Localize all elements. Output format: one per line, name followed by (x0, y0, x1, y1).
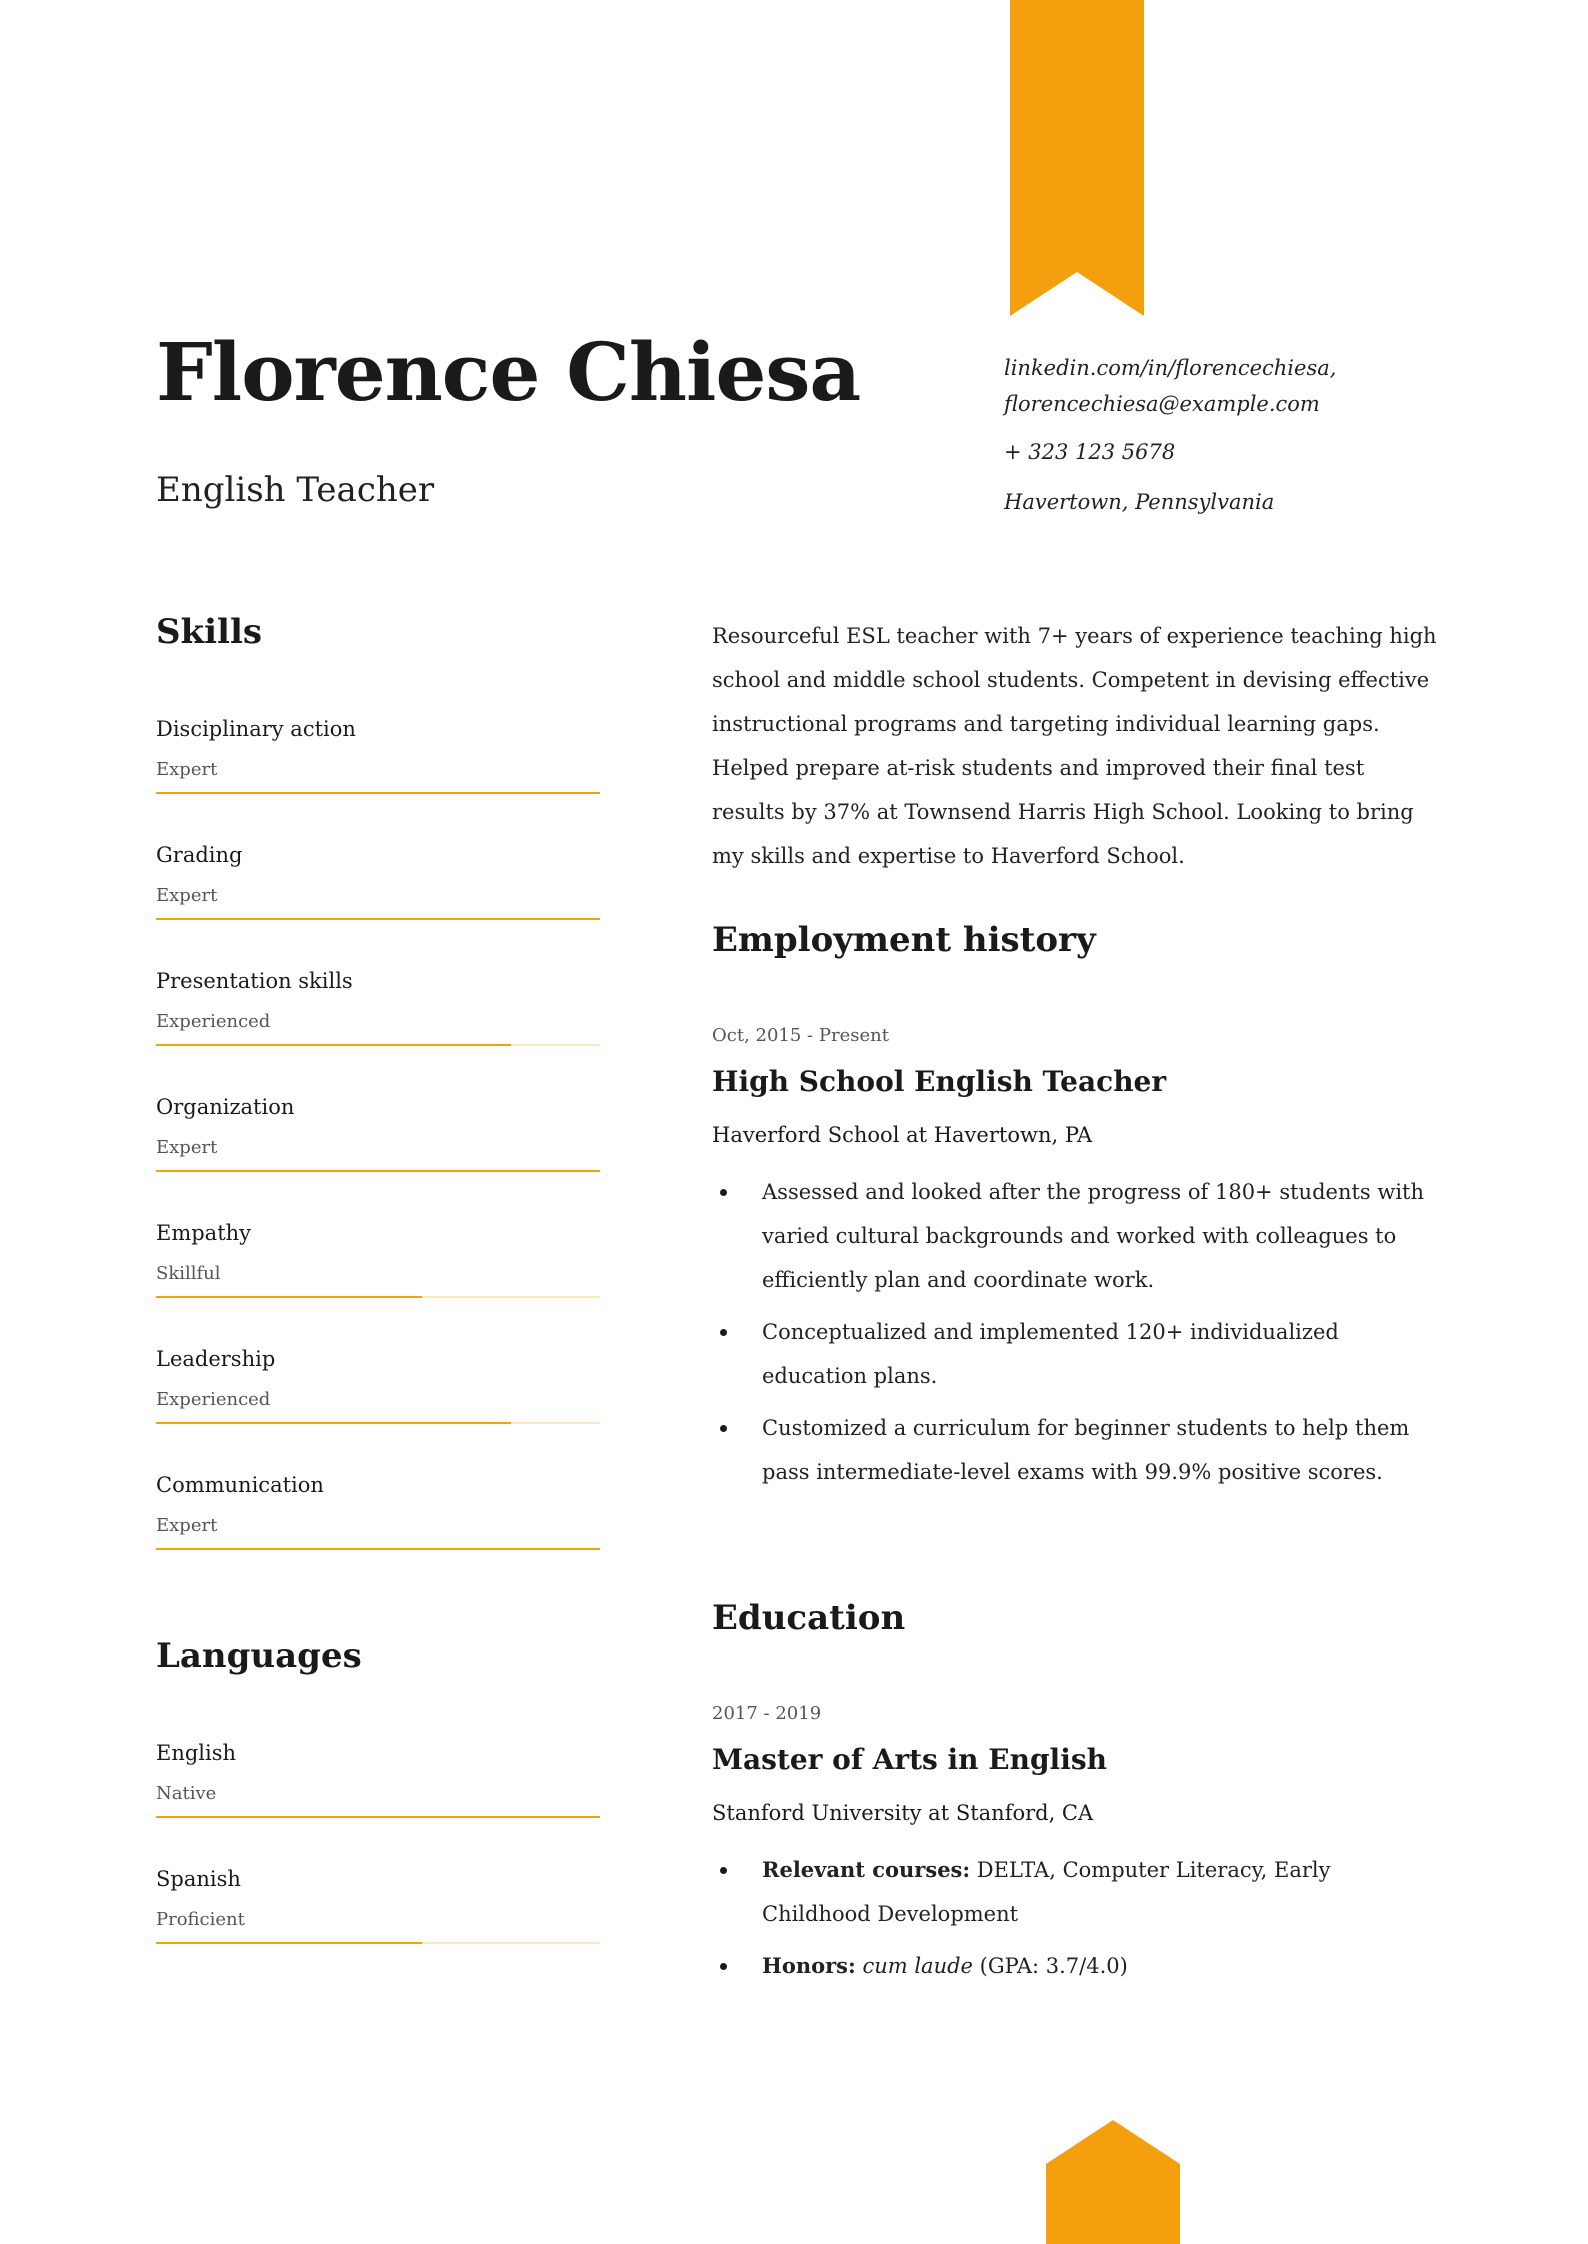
candidate-name: Florence Chiesa (156, 325, 861, 419)
skill-level-bar (156, 792, 600, 794)
skill-item (156, 1344, 600, 1470)
skill-item (156, 1092, 600, 1218)
skills-heading: Skills (156, 612, 263, 652)
skill-level-bar-fill (156, 1422, 511, 1424)
skills-list (156, 714, 600, 1596)
skill-level-bar-fill (156, 1044, 511, 1046)
skill-item (156, 714, 600, 840)
education-school: Stanford University at Stanford, CA (712, 1801, 1094, 1825)
job-title: English Teacher (156, 470, 435, 510)
list-item: Customized a curriculum for beginner students to help them pass intermediate-level exams with 99.9% positive scores. (712, 1406, 1442, 1494)
profile-summary: Resourceful ESL teacher with 7+ years of experience teaching high school and middle school students. Competent in devising effective instructional programs and targeting individual learning gaps. Helped prepare at-risk students and improved their final test results by 37% at Townsend Harris High School. Looking to bring my skills and expertise to Haverford School. (712, 624, 1437, 868)
skill-level-bar (156, 918, 600, 920)
education-heading: Education (712, 1598, 906, 1638)
skill-name: Presentation skills (156, 969, 353, 993)
list-item: Conceptualized and implemented 120+ individualized education plans. (712, 1310, 1442, 1398)
honors-label: Honors: (762, 1953, 856, 1978)
skill-level-bar (156, 1044, 600, 1046)
language-level: Native (156, 1783, 217, 1804)
courses-text: DELTA, Computer Literacy, Early Childhood Development (762, 1858, 1331, 1926)
list-item (712, 1848, 1442, 1936)
skill-item (156, 966, 600, 1092)
education-details (712, 1848, 1442, 1988)
linkedin-link[interactable]: linkedin.com/in/florencechiesa, (1004, 356, 1337, 380)
ribbon-top-decoration (1010, 0, 1144, 316)
language-level: Proficient (156, 1909, 245, 1930)
skill-level: Expert (156, 1137, 218, 1158)
courses-label: Relevant courses: (762, 1857, 971, 1882)
email-link[interactable]: florencechiesa@example.com (1004, 392, 1320, 416)
skill-name: Communication (156, 1473, 324, 1497)
skill-name: Grading (156, 843, 243, 867)
skill-item (156, 1470, 600, 1596)
skill-name: Disciplinary action (156, 717, 356, 741)
skill-item (156, 840, 600, 966)
honors-italic: cum laude (862, 1954, 973, 1978)
skill-level: Experienced (156, 1011, 271, 1032)
skill-level-bar (156, 1170, 600, 1172)
education-date: 2017 - 2019 (712, 1703, 822, 1724)
skill-level-bar-fill (156, 1296, 422, 1298)
skill-level-bar (156, 1548, 600, 1550)
employment-employer: Haverford School at Havertown, PA (712, 1123, 1093, 1147)
employment-date: Oct, 2015 - Present (712, 1025, 889, 1046)
skill-level: Skillful (156, 1263, 221, 1284)
location: Havertown, Pennsylvania (1004, 490, 1275, 514)
skill-name: Organization (156, 1095, 295, 1119)
list-item: Assessed and looked after the progress of 180+ students with varied cultural backgrounds and worked with colleagues to efficiently plan and coordinate work. (712, 1170, 1442, 1302)
list-item (712, 1944, 1442, 1988)
employment-achievements (712, 1170, 1442, 1494)
language-level-bar-fill (156, 1816, 600, 1818)
phone-number: + 323 123 5678 (1004, 440, 1176, 464)
skill-level: Expert (156, 1515, 218, 1536)
skill-level-bar-fill (156, 918, 600, 920)
languages-heading: Languages (156, 1636, 362, 1676)
skill-level-bar-fill (156, 792, 600, 794)
education-section (712, 1598, 1442, 1996)
honors-text: (GPA: 3.7/4.0) (972, 1954, 1128, 1978)
skill-level-bar-fill (156, 1548, 600, 1550)
skill-level-bar-fill (156, 1170, 600, 1172)
language-name: Spanish (156, 1867, 241, 1891)
skill-item (156, 1218, 600, 1344)
skill-level-bar (156, 1296, 600, 1298)
language-item (156, 1864, 600, 1990)
language-item (156, 1738, 600, 1864)
skill-name: Empathy (156, 1221, 252, 1245)
skills-section (156, 612, 600, 1596)
language-level-bar-fill (156, 1942, 422, 1944)
skill-level-bar (156, 1422, 600, 1424)
skill-level: Experienced (156, 1389, 271, 1410)
employment-role: High School English Teacher (712, 1065, 1167, 1098)
language-level-bar (156, 1942, 600, 1944)
employment-heading: Employment history (712, 920, 1096, 960)
languages-section (156, 1636, 600, 1990)
skill-level: Expert (156, 885, 218, 906)
education-degree: Master of Arts in English (712, 1743, 1107, 1776)
employment-section (712, 920, 1442, 1502)
language-name: English (156, 1741, 237, 1765)
contact-info (1004, 350, 1336, 520)
skill-level: Expert (156, 759, 218, 780)
language-level-bar (156, 1816, 600, 1818)
ribbon-bottom-decoration (1046, 2120, 1180, 2244)
skill-name: Leadership (156, 1347, 276, 1371)
